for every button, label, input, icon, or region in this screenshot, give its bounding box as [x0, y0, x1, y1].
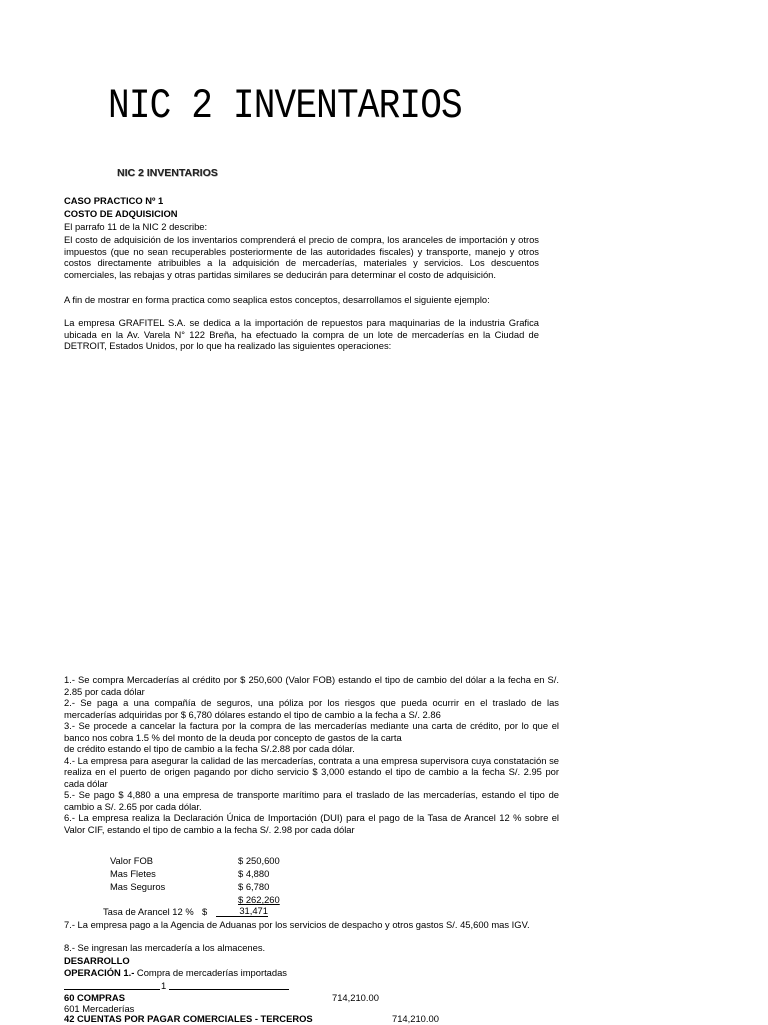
cif-value: $ 250,600: [238, 855, 280, 866]
cif-label: Mas Fletes: [110, 868, 156, 879]
operation-item: 4.- La empresa para asegurar la calidad de las mercaderías, contrata a una empresa supervisora cuya constatación se realiza en el puerto de origen pagando por dicho servicio $ 3,000 estando el tipo de cambio a la fecha S/. 2.95 por cada dólar: [64, 754, 559, 789]
section-title: COSTO DE ADQUISICION: [64, 208, 178, 219]
operation-item: 6.- La empresa realiza la Declaración Única de Importación (DUI) para el pago de la Tasa de Arancel 12 % sobre el Valor CIF, estando el tipo de cambio a la fecha S/. 2.98 por cada dólar: [64, 812, 559, 835]
main-title: NIC 2 INVENTARIOS: [108, 82, 462, 130]
cif-label: Valor FOB: [110, 855, 154, 866]
subtitle: NIC 2 INVENTARIOS: [117, 167, 218, 179]
paragraph-intro: A fin de mostrar en forma practica como seaplica estos conceptos, desarrollamos el siguiente ejemplo:: [64, 294, 490, 305]
operation-item: 3.- Se procede a cancelar la factura por la compra de las mercaderías mediante una carta de crédito, por lo que el banco nos cobra 1.5 % del monto de la deuda por concepto de gastos de la carta: [64, 720, 559, 743]
tasa-value: 31,471: [216, 906, 268, 917]
journal-account: 601 Mercaderías: [64, 1003, 135, 1014]
journal-credit: 714,210.00: [392, 1013, 439, 1024]
operation-item: 1.- Se compra Mercaderías al crédito por $ 250,600 (Valor FOB) estando el tipo de cambio del dólar a la fecha en S/. 2.85 por cada dólar: [64, 674, 559, 697]
operation-item: 5.- Se pago $ 4,880 a una empresa de transporte marítimo para el traslado de las mercaderías, estando el tipo de cambio a S/. 2.65 por cada dólar.: [64, 789, 559, 812]
cif-total: $ 262,260: [238, 894, 280, 905]
operation-1-text: Compra de mercaderías importadas: [134, 967, 287, 978]
operation-8: 8.- Se ingresan las mercadería a los almacenes.: [64, 942, 266, 953]
journal-rule-right: [169, 989, 289, 990]
operation-1-heading: [64, 967, 287, 979]
tasa-currency: $: [202, 906, 208, 917]
operations-list: [64, 674, 559, 835]
journal-account: 42 CUENTAS POR PAGAR COMERCIALES - TERCEROS: [64, 1013, 313, 1024]
journal-debit: 714,210.00: [332, 992, 379, 1003]
case-title: CASO PRACTICO Nº 1: [64, 195, 164, 206]
operation-7: 7.- La empresa pago a la Agencia de Aduanas por los servicios de despacho y otros gastos S/. 45,600 mas IGV.: [64, 919, 530, 930]
operation-item: de crédito estando el tipo de cambio a la fecha S/.2.88 por cada dólar.: [64, 743, 355, 754]
journal-entry-number: 1: [161, 980, 167, 991]
journal-rule-left: [64, 989, 160, 990]
operation-item: 2.- Se paga a una compañía de seguros, una póliza por los riesgos que pueda ocurrir en el traslado de las mercaderías adquiridas por $ 6,780 dólares estando el tipo de cambio a la fecha a S/. 2.86: [64, 697, 559, 720]
paragraph-definition: El costo de adquisición de los inventarios comprenderá el precio de compra, los aranceles de importación y otros impuestos (que no sean recuperables posteriormente de las autoridades fiscales) y transporte, manejo y otros costos directamente atribuibles a la adquisición de mercaderías, materiales y servicios. Los descuentos comerciales, las rebajas y otras partidas similares se deducirán para determinar el costo de adquisición.: [64, 234, 539, 280]
paragraph-reference: El parrafo 11 de la NIC 2 describe:: [64, 221, 208, 232]
cif-label: Mas Seguros: [110, 881, 166, 892]
paragraph-company: La empresa GRAFITEL S.A. se dedica a la importación de repuestos para maquinarias de la industria Grafica ubicada en la Av. Varela N° 122 Breña, ha efectuado la compra de un lote de mercaderías en la Ciudad de DETROIT, Estados Unidos, por lo que ha realizado las siguientes operaciones:: [64, 317, 539, 351]
journal-account: 60 COMPRAS: [64, 992, 125, 1003]
cif-value: $ 6,780: [238, 881, 270, 892]
desarrollo-heading: DESARROLLO: [64, 955, 130, 966]
cif-value: $ 4,880: [238, 868, 270, 879]
tasa-label: Tasa de Arancel 12 %: [103, 906, 194, 917]
operation-1-label: OPERACIÓN 1.-: [64, 967, 135, 978]
